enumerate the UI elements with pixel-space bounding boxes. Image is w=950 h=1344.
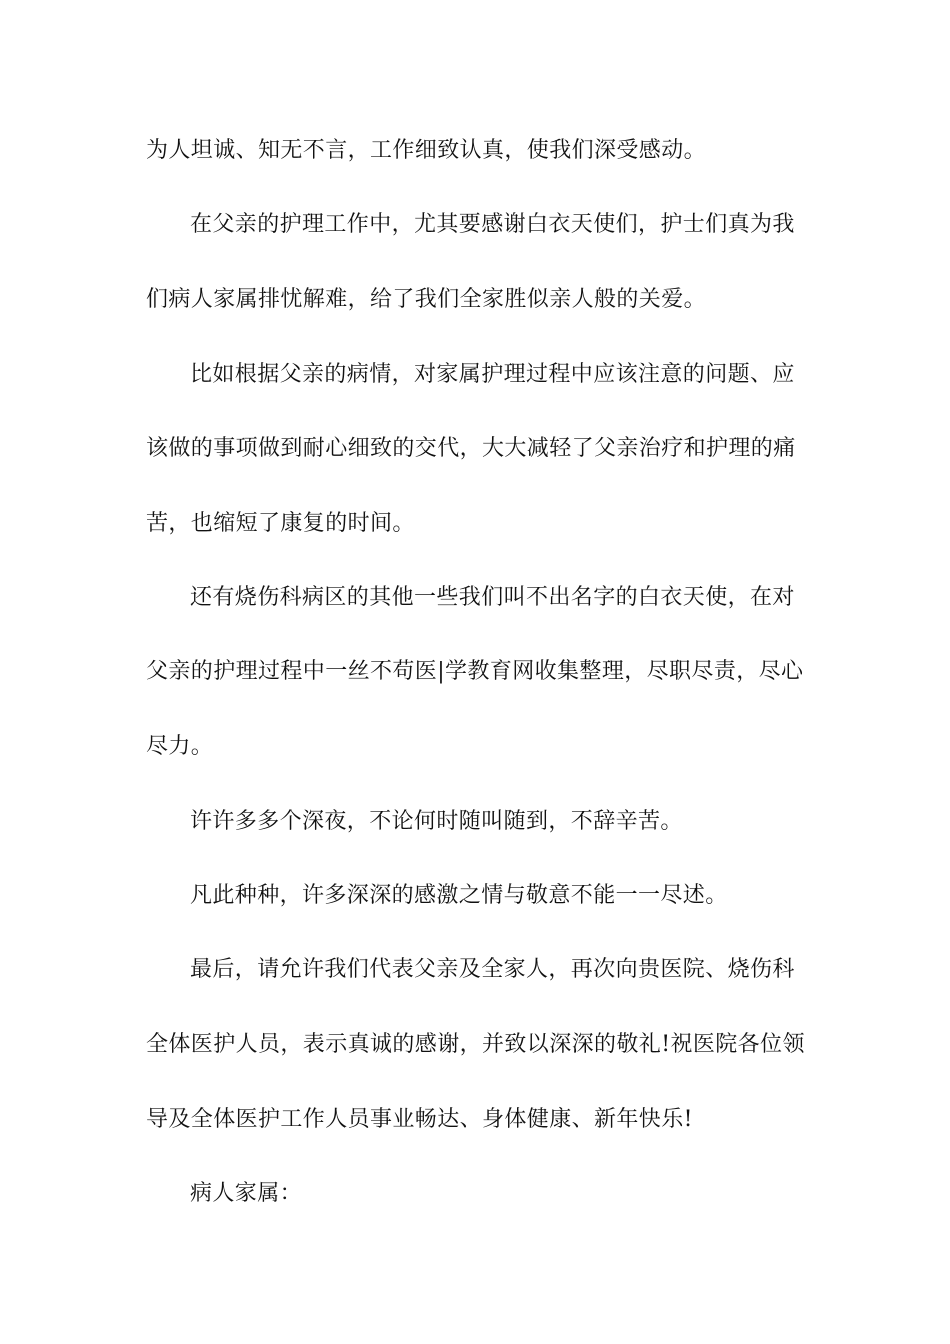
text-line-1: 为人坦诚、知无不言，工作细致认真，使我们深受感动。 [146,138,707,163]
text-line-3: 们病人家属排忧解难，给了我们全家胜似亲人般的关爱。 [146,287,707,312]
text-line-9: 尽力。 [146,734,214,759]
paragraph-start-line-10: 许许多多个深夜，不论何时随叫随到，不辞辛苦。 [190,809,683,834]
paragraph-start-line-4: 比如根据父亲的病情，对家属护理过程中应该注意的问题、应 [190,362,795,387]
text-line-8: 父亲的护理过程中一丝不苟医|学教育网收集整理，尽职尽责，尽心 [146,659,804,684]
paragraph-start-line-11: 凡此种种，许多深深的感激之情与敬意不能一一尽述。 [190,883,728,908]
paragraph-start-line-7: 还有烧伤科病区的其他一些我们叫不出名字的白衣天使，在对 [190,585,795,610]
text-line-6: 苦，也缩短了康复的时间。 [146,511,415,536]
text-line-5: 该做的事项做到耐心细致的交代，大大减轻了父亲治疗和护理的痛 [146,436,796,461]
signature-label: 病人家属： [190,1181,303,1206]
text-line-13: 全体医护人员，表示真诚的感谢，并致以深深的敬礼!祝医院各位领 [146,1032,805,1057]
paragraph-start-line-2: 在父亲的护理工作中，尤其要感谢白衣天使们，护士们真为我 [190,212,795,237]
text-line-14: 导及全体医护工作人员事业畅达、身体健康、新年快乐! [146,1107,693,1132]
paragraph-start-line-12: 最后，请允许我们代表父亲及全家人，再次向贵医院、烧伤科 [190,957,795,982]
